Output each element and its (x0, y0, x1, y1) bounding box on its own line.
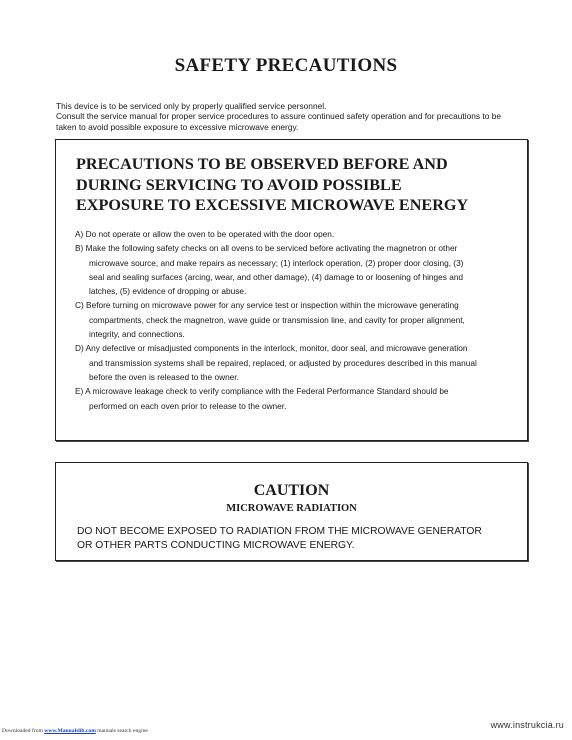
precautions-box (55, 139, 528, 441)
footer-suffix: manuals search engine (97, 728, 148, 734)
item-line: E) A microwave leakage check to verify compliance with the Federal Performance Standard should be (75, 386, 449, 397)
item-line: D) Any defective or misadjusted components in the interlock, monitor, door seal, and microwave generation (75, 343, 468, 354)
intro-line: This device is to be serviced only by properly qualified service personnel. (56, 101, 327, 111)
precaution-item-e (75, 384, 520, 413)
intro-paragraph (56, 101, 536, 132)
caution-line: DO NOT BECOME EXPOSED TO RADIATION FROM THE MICROWAVE GENERATOR (77, 526, 482, 537)
heading-line: DURING SERVICING TO AVOID POSSIBLE (76, 175, 402, 194)
precautions-heading (76, 154, 516, 216)
item-line: seal and sealing surfaces (arcing, wear, and other damage), (4) damage to or loosening of hinges and (89, 271, 464, 282)
item-line: A) Do not operate or allow the oven to be operated with the door open. (75, 229, 335, 239)
download-footer (2, 728, 148, 734)
item-line: C) Before turning on microwave power for any service test or inspection within the microwave generating (75, 300, 459, 311)
intro-line: Consult the service manual for proper service procedures to assure continued safety operation and for precautions to be (56, 111, 502, 122)
caution-title: CAUTION (253, 482, 330, 499)
precautions-list (75, 227, 520, 413)
manualslib-link[interactable]: www.Manualslib.com (44, 728, 96, 734)
caution-line: OR OTHER PARTS CONDUCTING MICROWAVE ENERGY. (77, 539, 355, 551)
caution-box (55, 462, 528, 561)
precaution-item-c (75, 298, 520, 341)
precaution-item-a (75, 227, 520, 241)
item-line: latches, (5) evidence of dropping or abuse. (89, 286, 247, 297)
footer-prefix: Downloaded from (2, 728, 43, 734)
precaution-item-d (75, 341, 520, 384)
precaution-item-b (75, 241, 520, 298)
item-line: before the oven is released to the owner. (89, 371, 239, 382)
watermark-text: www.instrukcia.ru (490, 720, 564, 730)
item-line: compartments, check the magnetron, wave guide or transmission line, and cavity for proper alignment, (89, 314, 465, 325)
caution-subtitle: MICROWAVE RADIATION (226, 503, 357, 514)
item-line: and transmission systems shall be repaired, replaced, or adjusted by procedures described in this manual (89, 357, 477, 368)
item-line: B) Make the following safety checks on all ovens to be serviced before activating the magnetron or other (75, 243, 458, 254)
caution-text (77, 525, 517, 552)
heading-line: EXPOSURE TO EXCESSIVE MICROWAVE ENERGY (76, 196, 469, 214)
page-title: SAFETY PRECAUTIONS (174, 55, 398, 76)
item-line: performed on each oven prior to release to the owner. (89, 400, 287, 411)
item-line: integrity, and connections. (89, 329, 185, 340)
heading-line: PRECAUTIONS TO BE OBSERVED BEFORE AND (76, 155, 448, 173)
intro-line: taken to avoid possible exposure to excessive microwave energy. (56, 121, 299, 132)
item-line: microwave source, and make repairs as necessary; (1) interlock operation, (2) proper door closing, (3) (89, 257, 464, 268)
